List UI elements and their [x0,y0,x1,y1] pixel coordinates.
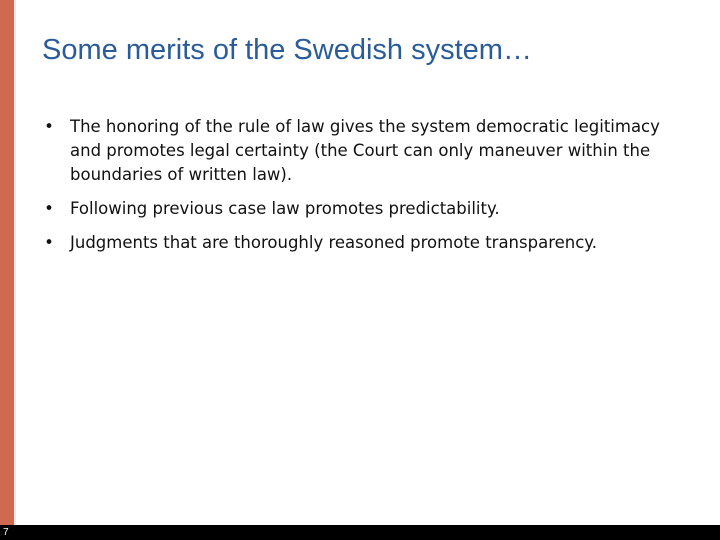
bullet-list [42,115,682,265]
bullet-text: Judgments that are thoroughly reasoned promote transparency. [70,233,597,252]
accent-side-bar [0,0,14,540]
bullet-item [42,197,682,221]
bullet-dot-icon: • [44,233,54,252]
footer-bar [0,525,720,540]
bullet-dot-icon: • [44,117,54,136]
bullet-text: The honoring of the rule of law gives the system democratic legitimacy and promotes legal certainty (the Court can only maneuver within the boundaries of written law). [70,117,660,184]
side-bar-shadow [14,0,16,525]
slide-title: Some merits of the Swedish system… [42,34,532,66]
bullet-item [42,231,682,255]
bullet-dot-icon: • [44,199,54,218]
bullet-item [42,115,682,187]
page-number: 7 [3,527,9,538]
bullet-text: Following previous case law promotes predictability. [70,199,500,218]
